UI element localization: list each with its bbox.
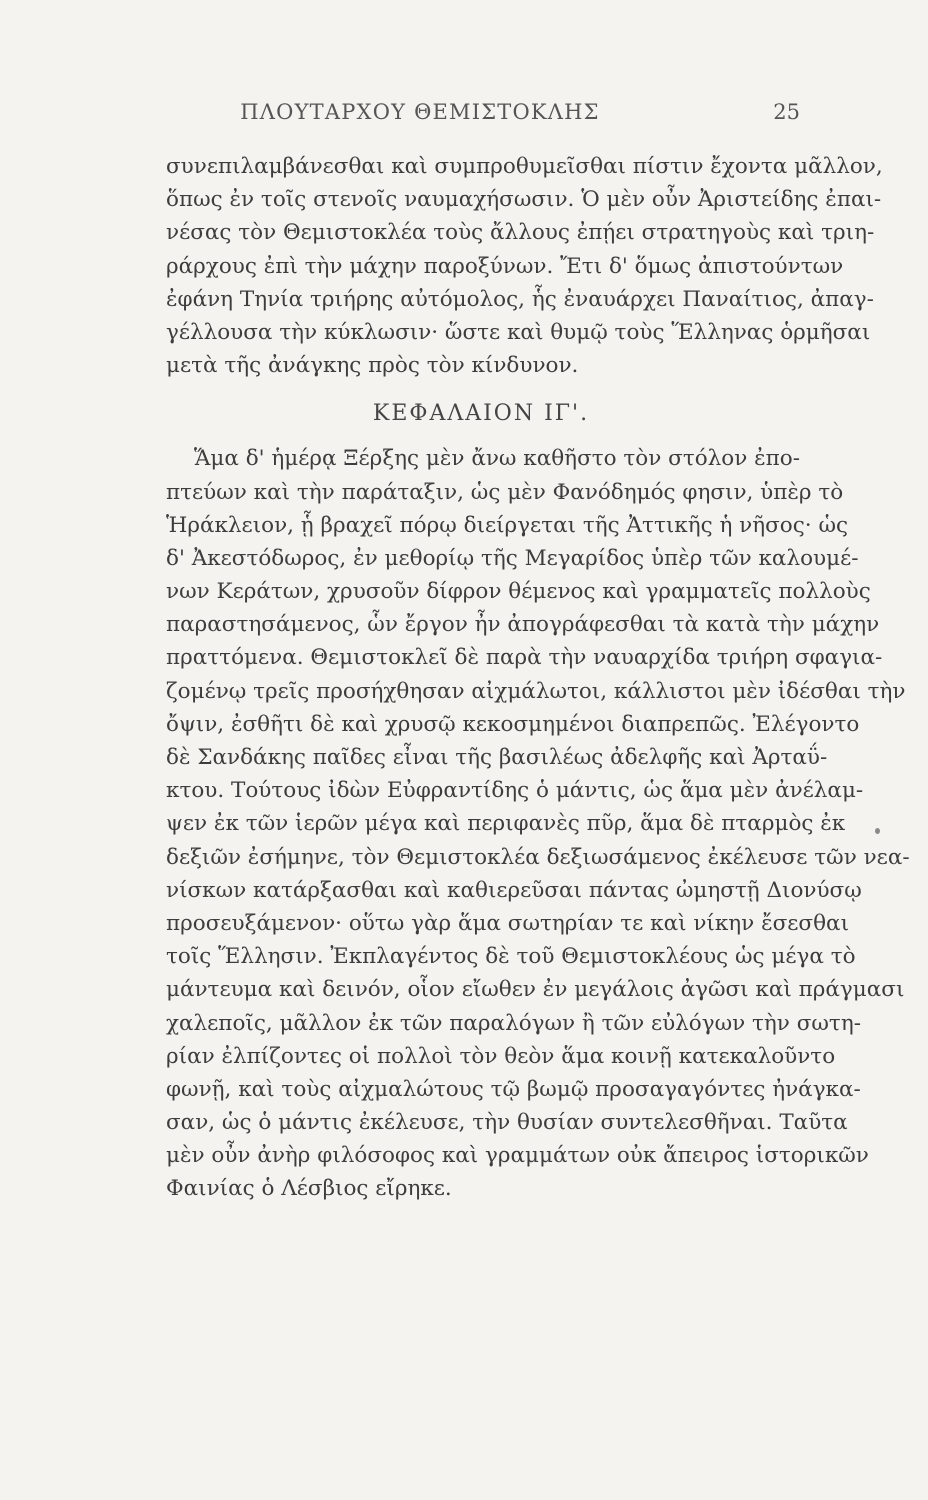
text-line: προσευξάμενον· οὕτω γὰρ ἅμα σωτηρίαν τε καὶ νίκην ἔσεσθαι [166,910,849,936]
text-line: ὅπως ἐν τοῖς στενοῖς ναυμαχήσωσιν. Ὁ μὲν οὖν Ἀριστείδης ἐπαι- [166,187,882,213]
text-line: γέλλουσα τὴν κύκλωσιν· ὥστε καὶ θυμῷ τοὺς Ἕλληνας ὁρμῆσαι [166,319,871,345]
text-line: χαλεποῖς, μᾶλλον ἐκ τῶν παραλόγων ἢ τῶν εὐλόγων τὴν σωτη- [166,1010,861,1036]
page-number: 25 [773,100,800,124]
paragraph-2 [166,442,910,1205]
text-line: νίσκων κατάρξασθαι καὶ καθιερεῦσαι πάντας ὠμηστῇ Διονύσῳ [166,877,862,903]
text-line: ράρχους ἐπὶ τὴν μάχην παροξύνων. Ἔτι δ' ὅμως ἀπιστούντων [166,253,844,279]
text-line: τοῖς Ἕλλησιν. Ἐκπλαγέντος δὲ τοῦ Θεμιστοκλέους ὡς μέγα τὸ [166,944,856,970]
text-line: Φαινίας ὁ Λέσβιος εἴρηκε. [166,1176,452,1202]
text-line: νων Κεράτων, χρυσοῦν δίφρον θέμενος καὶ γραμματεῖς πολλοὺς [166,579,871,605]
text-line: κτου. Τούτους ἰδὼν Εὐφραντίδης ὁ μάντις, ὡς ἅμα μὲν ἀνέλαμ- [166,778,864,804]
text-line: φωνῇ, καὶ τοὺς αἰχμαλώτους τῷ βωμῷ προσαγαγόντες ἠνάγκα- [166,1076,861,1102]
text-line: μετὰ τῆς ἀνάγκης πρὸς τὸν κίνδυνον. [166,353,579,379]
text-line: σαν, ὡς ὁ μάντις ἐκέλευσε, τὴν θυσίαν συντελεσθῆναι. Ταῦτα [166,1110,848,1136]
text-line: συνεπιλαμβάνεσθαι καὶ συμπροθυμεῖσθαι πίστιν ἔχοντα μᾶλλον, [166,154,883,179]
text-line: Ἅμα δ' ἡμέρᾳ Ξέρξης μὲν ἄνω καθῆστο τὸν στόλον ἐπο- [194,446,801,472]
text-line: ὄψιν, ἐσθῆτι δὲ καὶ χρυσῷ κεκοσμημένοι διαπρεπῶς. Ἐλέγοντο [166,711,860,737]
text-line: Ἡράκλειον, ᾗ βραχεῖ πόρῳ διείργεται τῆς Ἀττικῆς ἡ νῆσος· ὡς [166,512,849,538]
running-title: ΠΛΟΥΤΑΡΧΟΥ ΘΕΜΙΣΤΟΚΛΗΣ [240,100,600,124]
text-line: πραττόμενα. Θεμιστοκλεῖ δὲ παρὰ τὴν ναυαρχίδα τριήρη σφαγια- [166,645,883,671]
text-line: δεξιῶν ἐσήμηνε, τὸν Θεμιστοκλέα δεξιωσάμενος ἐκέλευσε τῶν νεα- [166,844,910,870]
text-line: μάντευμα καὶ δεινόν, οἷον εἴωθεν ἐν μεγάλοις ἀγῶσι καὶ πράγμασι [166,977,905,1003]
running-head [160,100,800,130]
text-line: δ' Ἀκεστόδωρος, ἐν μεθορίῳ τῆς Μεγαρίδος ὑπὲρ τῶν καλουμέ- [166,545,859,571]
text-line: ἐφάνη Τηνία τριήρης αὐτόμολος, ἧς ἐναυάρχει Παναίτιος, ἀπαγ- [166,286,874,312]
paper-speck [875,828,880,834]
text-line: πτεύων καὶ τὴν παράταξιν, ὡς μὲν Φανόδημός φησιν, ὑπὲρ τὸ [166,479,844,505]
body-text [166,150,910,1206]
chapter-heading: ΚΕΦΑΛΑΙΟΝ ΙΓ'. [372,401,590,427]
text-line: μὲν οὖν ἀνὴρ φιλόσοφος καὶ γραμμάτων οὐκ ἄπειρος ἱστορικῶν [166,1143,869,1169]
text-line: ρίαν ἐλπίζοντες οἱ πολλοὶ τὸν θεὸν ἅμα κοινῇ κατεκαλοῦντο [166,1043,836,1069]
text-line: νέσας τὸν Θεμιστοκλέα τοὺς ἄλλους ἐπῄει στρατηγοὺς καὶ τριη- [166,220,875,246]
text-line: ζομένῳ τρεῖς προσήχθησαν αἰχμάλωτοι, κάλλιστοι μὲν ἰδέσθαι τὴν [166,678,906,704]
paragraph-1 [166,150,883,382]
text-line: παραστησάμενος, ὧν ἔργον ἦν ἀπογράφεσθαι τὰ κατὰ τὴν μάχην [166,612,880,638]
text-line: δὲ Σανδάκης παῖδες εἶναι τῆς βασιλέως ἀδελφῆς καὶ Ἀρταΰ- [166,745,828,770]
text-line: ψεν ἐκ τῶν ἱερῶν μέγα καὶ περιφανὲς πῦρ, ἅμα δὲ πταρμὸς ἐκ [166,811,846,837]
